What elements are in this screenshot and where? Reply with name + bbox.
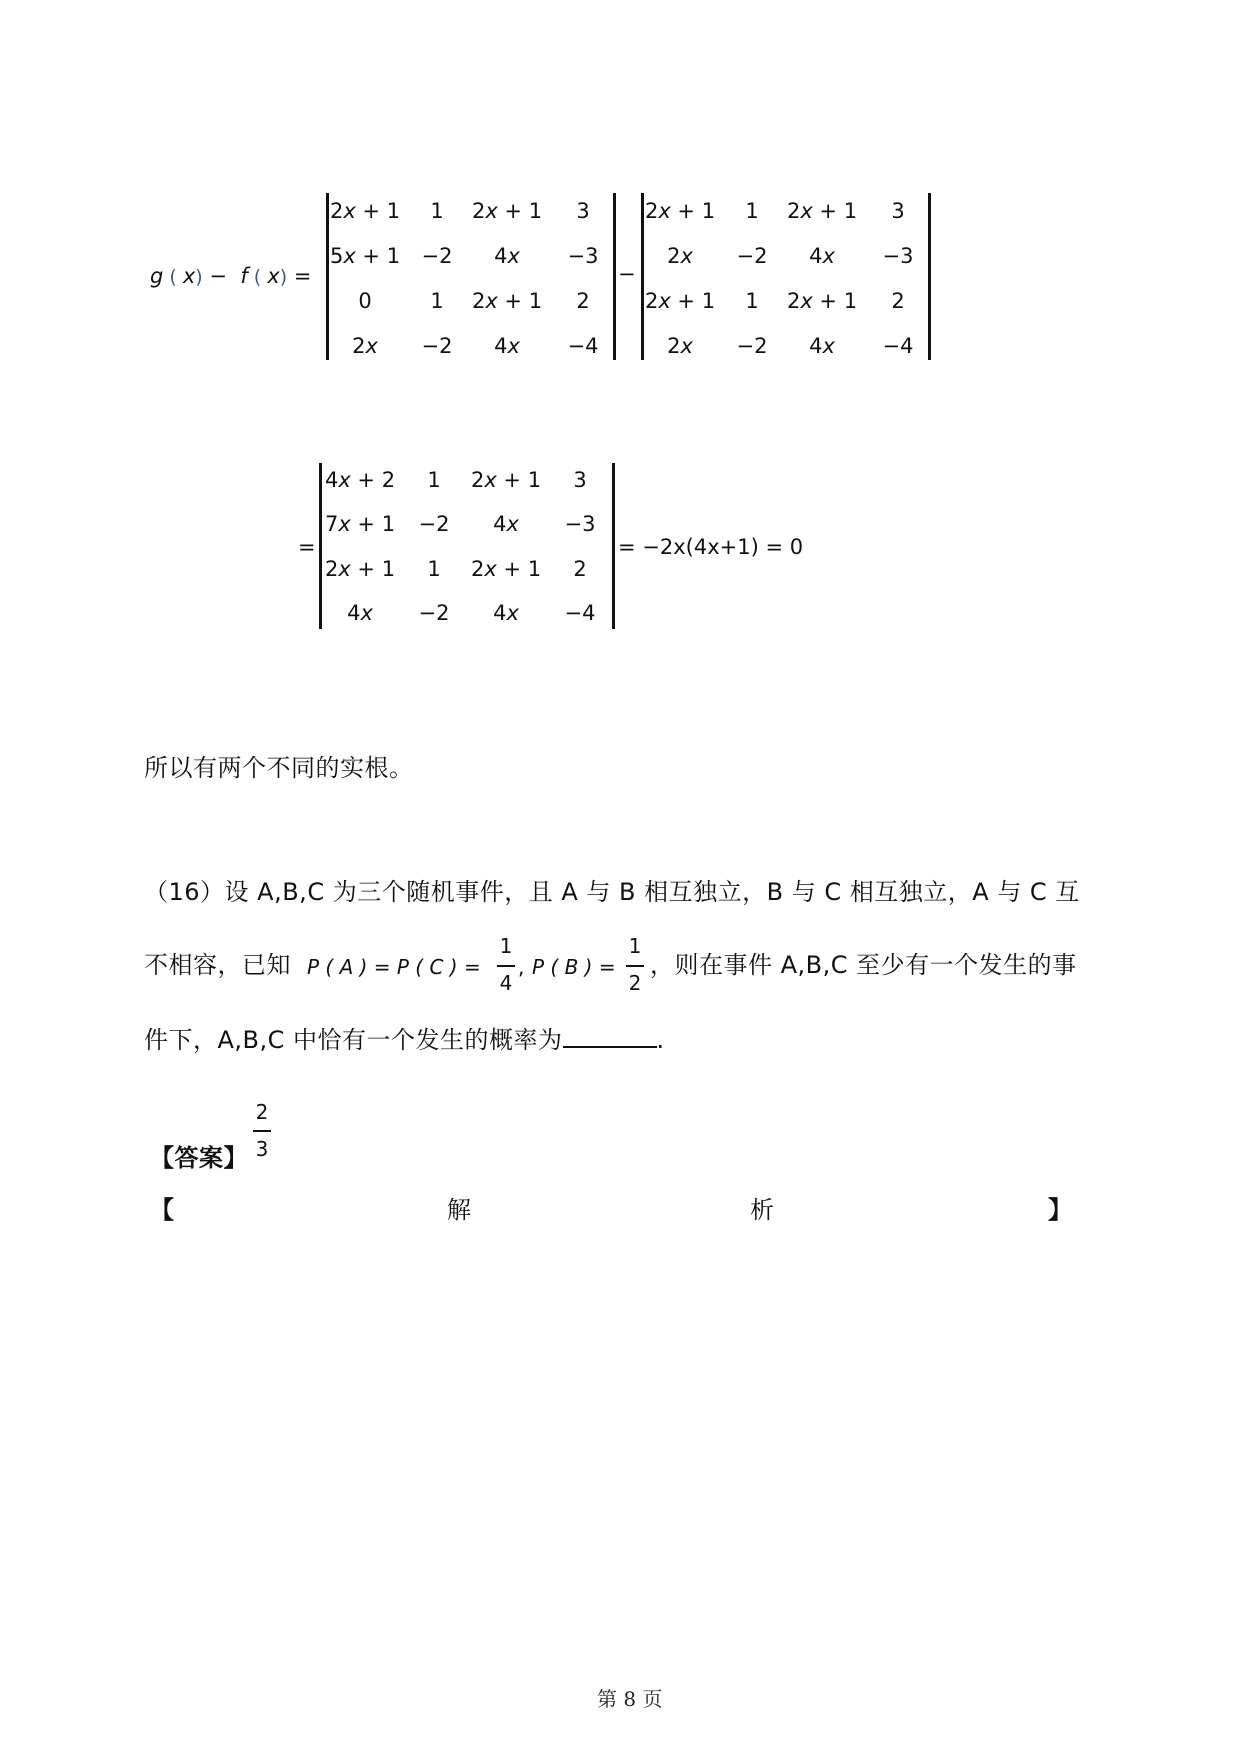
determinant-cell: −2 (421, 334, 453, 358)
determinant-cell: 0 (358, 289, 372, 313)
question-text-1: 设 A,B,C 为三个随机事件，且 A 与 B 相互独立，B 与 C 相互独立，A 与 C 互 (224, 878, 1080, 906)
x-symbol: x (182, 264, 196, 288)
determinant-cell: 2x + 1 (644, 289, 716, 313)
determinant-cell: 1 (745, 199, 759, 223)
g-symbol: g (150, 264, 164, 288)
answer-blank (563, 1024, 657, 1048)
determinant-cell: 1 (745, 289, 759, 313)
analysis-close-bracket: 】 (1048, 1196, 1073, 1224)
determinant-cell: 2x + 1 (471, 289, 543, 313)
determinant-cell: 4x (493, 512, 519, 536)
x-symbol: x (267, 264, 280, 288)
determinant-cell: 2x + 1 (470, 557, 542, 581)
page-number: 第 8 页 (597, 1687, 663, 1711)
determinant-cell: 1 (427, 468, 441, 492)
determinant-cell: −4 (567, 334, 599, 358)
fraction-bar (626, 965, 644, 967)
period: . (656, 1026, 665, 1054)
minus-between-determinants: − (618, 262, 636, 286)
question-line-1 (144, 877, 1080, 907)
determinant-cell: 2x + 1 (329, 199, 401, 223)
determinant-cell: 4x + 2 (324, 468, 396, 492)
determinant-cell: 2 (891, 289, 905, 313)
determinant-cell: 7x + 1 (324, 512, 396, 536)
equals-sign: = (298, 535, 316, 559)
determinant-c (319, 463, 615, 629)
determinant-cell: 4x (494, 244, 520, 268)
paren: ) (195, 266, 203, 288)
numerator: 1 (499, 934, 513, 958)
determinant-cell: 4x (494, 334, 520, 358)
determinant-cell: 5x + 1 (329, 244, 401, 268)
equation1-lhs (150, 264, 311, 288)
determinant-cell: 4x (347, 601, 373, 625)
determinant-cell: 2x + 1 (644, 199, 716, 223)
determinant-cell: 3 (891, 199, 905, 223)
determinant-cell: 4x (493, 601, 519, 625)
minus-sign: − (209, 264, 227, 288)
answer-fraction (253, 1100, 271, 1164)
determinant-result: = −2x(4x+1) = 0 (618, 535, 804, 559)
f-symbol: f (240, 264, 248, 288)
determinant-cell: 3 (576, 199, 590, 223)
determinant-cell: 2 (573, 557, 587, 581)
analysis-open-bracket: 【 (150, 1196, 175, 1224)
fraction-bar (253, 1130, 271, 1132)
determinant-cell: −4 (882, 334, 914, 358)
probability-pb: P ( B ) = (532, 955, 616, 979)
determinant-cell: −2 (418, 512, 450, 536)
determinant-cell: −3 (564, 512, 596, 536)
determinant-cell: 4x (809, 334, 835, 358)
denominator: 2 (628, 971, 642, 995)
determinant-cell: 2x (352, 334, 378, 358)
determinant-cell: −2 (736, 244, 768, 268)
determinant-cell: −4 (564, 601, 596, 625)
equals-sign: = (293, 264, 312, 288)
determinant-b (641, 193, 931, 360)
numerator: 2 (255, 1100, 269, 1124)
determinant-cell: 2x + 1 (470, 468, 542, 492)
analysis-char-2: 析 (750, 1196, 775, 1224)
determinant-cell: 3 (573, 468, 587, 492)
determinant-cell: 4x (809, 244, 835, 268)
determinant-cell: 2x + 1 (324, 557, 396, 581)
question-line-2-suffix: ，则在事件 A,B,C 至少有一个发生的事 (650, 951, 1077, 979)
question-line-3 (144, 1024, 665, 1055)
answer-label: 【答案】 (150, 1144, 248, 1172)
fraction-bar (497, 965, 515, 967)
conclusion-text: 所以有两个不同的实根。 (144, 754, 414, 782)
determinant-cell: −2 (736, 334, 768, 358)
question-number: （16） (144, 878, 225, 906)
comma: , (518, 955, 525, 979)
probability-pa-pc: P ( A ) = P ( C ) = (307, 955, 481, 979)
determinant-cell: 2x + 1 (471, 199, 543, 223)
paren: ) (279, 266, 288, 288)
fraction-one-quarter (497, 934, 515, 998)
denominator: 4 (499, 971, 513, 995)
paren: ( (247, 266, 268, 288)
determinant-cell: −3 (567, 244, 599, 268)
question-line-2-prefix: 不相容，已知 (144, 951, 291, 979)
determinant-cell: 2x + 1 (786, 199, 858, 223)
determinant-cell: 1 (430, 199, 444, 223)
determinant-cell: 2x (667, 244, 693, 268)
determinant-cell: −3 (882, 244, 914, 268)
numerator: 1 (628, 934, 642, 958)
question-text-3: 件下，A,B,C 中恰有一个发生的概率为 (144, 1026, 563, 1054)
determinant-cell: 2x (667, 334, 693, 358)
determinant-cell: 1 (427, 557, 441, 581)
determinant-cell: 2 (576, 289, 590, 313)
determinant-cell: −2 (421, 244, 453, 268)
determinant-cell: 1 (430, 289, 444, 313)
analysis-char-1: 解 (447, 1196, 472, 1224)
paren: ( (163, 266, 183, 288)
determinant-cell: −2 (418, 601, 450, 625)
fraction-one-half (626, 934, 644, 998)
denominator: 3 (255, 1137, 269, 1161)
determinant-a (326, 193, 616, 360)
determinant-cell: 2x + 1 (786, 289, 858, 313)
